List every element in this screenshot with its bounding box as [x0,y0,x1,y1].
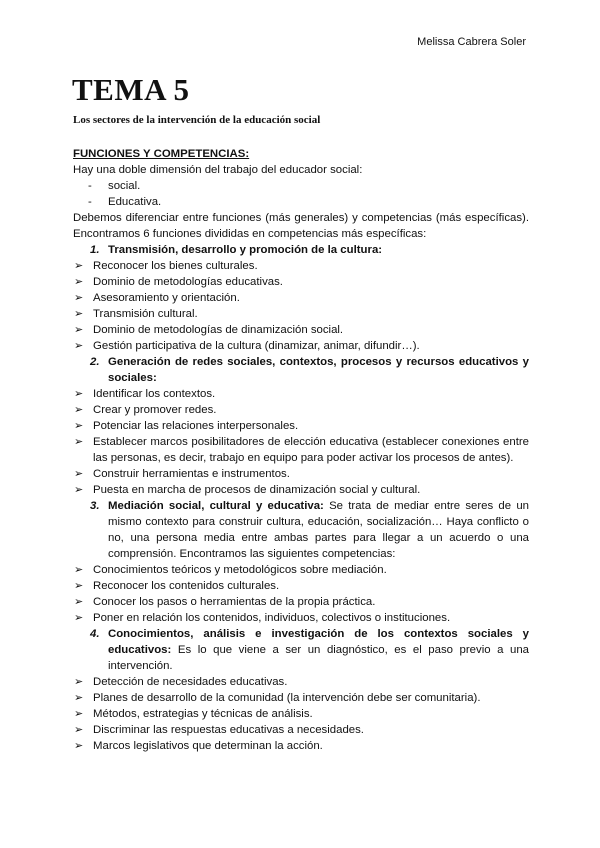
author-name: Melissa Cabrera Soler [417,36,526,48]
arrow-bullet-icon: ➢ [74,404,84,416]
arrow-bullet-icon: ➢ [74,596,84,608]
list-item-text: Identificar los contextos. [93,388,216,400]
list-item [73,706,529,722]
list-item [73,338,529,354]
arrow-bullet-icon: ➢ [74,580,84,592]
section-number: 4. [90,628,100,640]
list-item-text: Potenciar las relaciones interpersonales. [93,420,299,432]
document-body [73,146,529,754]
list-item [73,562,529,578]
arrow-bullet-icon: ➢ [74,484,84,496]
numbered-section [73,242,529,258]
list-item-text: Dominio de metodologías educativas. [93,276,283,288]
list-item [73,738,529,754]
list-item [73,434,529,466]
list-item-text: Crear y promover redes. [93,404,217,416]
arrow-bullet-icon: ➢ [74,276,84,288]
list-item-text: Reconocer los contenidos culturales. [93,580,280,592]
list-item-text: Discriminar las respuestas educativas a necesidades. [93,724,364,736]
section-title: Generación de redes sociales, contextos, procesos y recursos educativos y sociales: [108,356,529,384]
list-item-text: Planes de desarrollo de la comunidad (la intervención debe ser comunitaria). [93,692,481,704]
list-item [73,386,529,402]
dimension-item [73,194,529,210]
dash-marker: - [88,180,92,192]
list-item [73,482,529,498]
list-item-text: Conocer los pasos o herramientas de la propia práctica. [93,596,376,608]
section-heading: FUNCIONES Y COMPETENCIAS: [73,148,250,160]
numbered-section [73,626,529,674]
dimension-label: Educativa. [108,196,162,208]
section-content [108,354,529,386]
intro-paragraph: Debemos diferenciar entre funciones (más generales) y competencias (más específicas). Encontramos 6 funciones divididas en competencias más específicas: [73,212,529,240]
section-number: 1. [90,244,100,256]
list-item [73,722,529,738]
dimension-item [73,178,529,194]
list-item-text: Poner en relación los contenidos, individuos, colectivos o instituciones. [93,612,451,624]
list-item [73,290,529,306]
list-item-text: Establecer marcos posibilitadores de elección educativa (establecer conexiones entre las personas, es decir, trabajo en equipo para poder activar los procesos de antes). [93,436,529,464]
section-number: 3. [90,500,100,512]
section-description: Es lo que viene a ser un diagnóstico, es el paso previo a una intervención. [108,644,529,672]
list-item [73,594,529,610]
list-item-text: Reconocer los bienes culturales. [93,260,258,272]
arrow-bullet-icon: ➢ [74,740,84,752]
page-subtitle: Los sectores de la intervención de la educación social [73,114,321,126]
list-item [73,578,529,594]
list-item [73,674,529,690]
arrow-bullet-icon: ➢ [74,612,84,624]
arrow-bullet-icon: ➢ [74,340,84,352]
arrow-bullet-icon: ➢ [74,292,84,304]
intro-text: Hay una doble dimensión del trabajo del educador social: [73,164,363,176]
arrow-bullet-icon: ➢ [74,564,84,576]
list-item-text: Marcos legislativos que determinan la acción. [93,740,323,752]
section-title: Conocimientos, análisis e investigación de los contextos sociales y educativos: [108,628,529,656]
list-item-text: Gestión participativa de la cultura (dinamizar, animar, difundir…). [93,340,420,352]
arrow-bullet-icon: ➢ [74,436,84,448]
list-item-text: Dominio de metodologías de dinamización social. [93,324,344,336]
list-item-text: Puesta en marcha de procesos de dinamización social y cultural. [93,484,421,496]
section-content [108,626,529,674]
arrow-bullet-icon: ➢ [74,324,84,336]
arrow-bullet-icon: ➢ [74,692,84,704]
dash-marker: - [88,196,92,208]
list-item [73,466,529,482]
list-item [73,402,529,418]
arrow-bullet-icon: ➢ [74,676,84,688]
arrow-bullet-icon: ➢ [74,260,84,272]
list-item [73,418,529,434]
list-item-text: Construir herramientas e instrumentos. [93,468,290,480]
page-title: TEMA 5 [72,72,190,107]
list-item-text: Conocimientos teóricos y metodológicos sobre mediación. [93,564,387,576]
section-title: Transmisión, desarrollo y promoción de la cultura: [108,244,383,256]
arrow-bullet-icon: ➢ [74,468,84,480]
list-item [73,306,529,322]
section-title: Mediación social, cultural y educativa: [108,500,324,512]
list-item [73,322,529,338]
list-item [73,690,529,706]
list-item [73,274,529,290]
numbered-section [73,354,529,386]
sections-list [73,242,529,754]
arrow-bullet-icon: ➢ [74,420,84,432]
list-item [73,258,529,274]
section-description: Se trata de mediar entre seres de un mismo contexto para construir cultura, educación, socialización… Haya conflicto o no, una persona media entre ambas partes para llegar a un acuerdo o una comprensión. Encontramos las siguientes competencias: [108,500,529,560]
arrow-bullet-icon: ➢ [74,724,84,736]
numbered-section [73,498,529,562]
list-item-text: Asesoramiento y orientación. [93,292,240,304]
list-item-text: Métodos, estrategias y técnicas de análisis. [93,708,313,720]
section-content [108,498,529,562]
dimension-label: social. [108,180,141,192]
arrow-bullet-icon: ➢ [74,388,84,400]
arrow-bullet-icon: ➢ [74,308,84,320]
list-item-text: Detección de necesidades educativas. [93,676,288,688]
arrow-bullet-icon: ➢ [74,708,84,720]
list-item-text: Transmisión cultural. [93,308,198,320]
section-number: 2. [90,356,100,368]
section-content [108,242,529,258]
list-item [73,610,529,626]
